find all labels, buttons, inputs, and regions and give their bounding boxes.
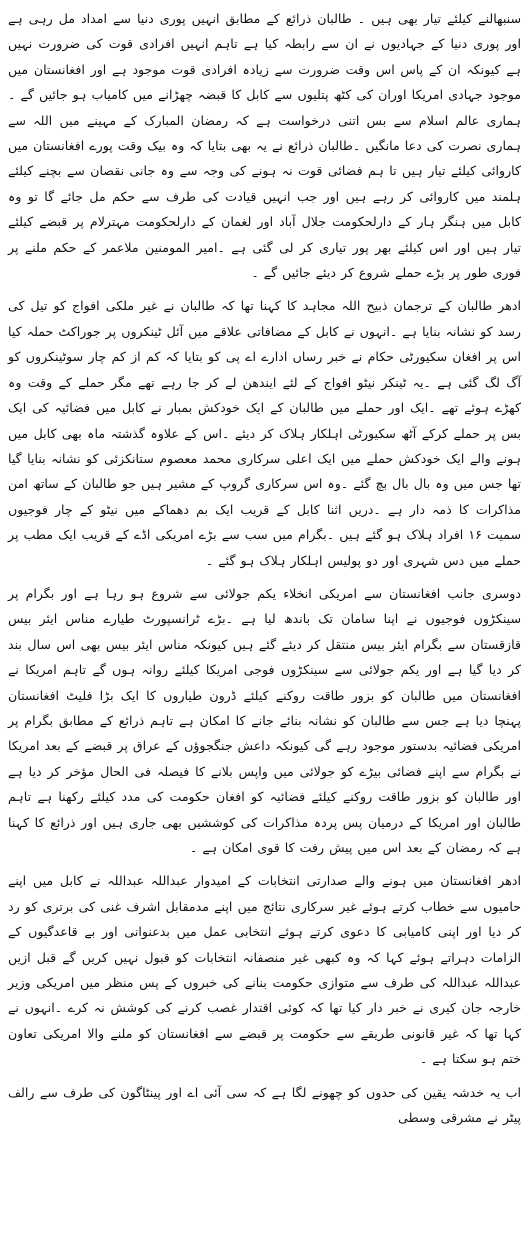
article-paragraph-3: دوسری جانب افغانستان سے امریکی انخلاء یکم جولائی سے شروع ہو رہا ہے اور بگرام پر سینکڑوں فوجیوں نے اپنا سامان تک باندھ لیا ہے ۔بڑے ٹرانسپورٹ طیارے مناس ایئر بیس قازقستان سے بگرام ایئر بیس منتقل کر دیئے گئے ہیں کیونکہ مناس ایئر بیس بھی اس سال بند کر دیا گیا ہے اور یکم جولائی سے سینکڑوں فوجی امریکا کیلئے روانہ ہوں گے تاہم امریکا نے افغانستان میں طالبان کو بزور طاقت روکنے کیلئے ڈرون طیاروں کا ایک بڑا فلیٹ افغانستان پہنچا دیا ہے جس سے طالبان کو نشانہ بنائے جانے کا امکان ہے تاہم ذرائع کے مطابق بگرام پر امریکی فضائیہ بدستور موجود رہے گی کیونکہ داعش جنگجوؤں کے عراق پر قبضے کے بعد امریکا نے بگرام سے اپنے فضائی بیڑے کو جولائی میں واپس بلانے کا فیصلہ فی الحال مؤخر کر دیا ہے اور طالبان کو بزور طاقت روکنے کیلئے فضائیہ کو افغان حکومت کی مدد کیلئے رکھنا ہے تاہم طالبان اور امریکا کے درمیان پس پردہ مذاکرات کی کوششیں بھی جاری ہیں اور ذرائع کا کہنا ہے کہ رمضان کے بعد اس میں پیش رفت کا قوی امکان ہے ۔ — [8, 585, 521, 855]
article-paragraph-5: اب یہ خدشہ یقین کی حدوں کو چھونے لگا ہے کہ سی آئی اے اور پینٹاگون کی طرف سے رالف پیٹر نے مشرقی وسطی — [8, 1084, 521, 1126]
article-paragraph-2: ادھر طالبان کے ترجمان ذبیح اللہ مجاہد کا کہنا تھا کہ طالبان نے غیر ملکی افواج کو تیل کی رسد کو نشانہ بنایا ہے ۔انہوں نے کابل کے مضافاتی علاقے میں آئل ٹینکروں پر جوراکٹ حملہ کیا اس پر افغان سکیورٹی حکام نے خبر رساں ادارے اے پی کو بتایا کہ کم از کم چار سوٹینکروں کو آگ لگ گئی ہے ۔یہ ٹینکر نیٹو افواج کے لئے ایندھن لے کر جا رہے تھے مگر حملے کے وقت وہ کھڑے ہوئے تھے ۔ایک اور حملے میں طالبان کے ایک خودکش بمبار نے کابل میں فضائیہ کی ایک بس پر حملے کرکے آٹھ سکیورٹی اہلکار ہلاک کر دیئے ۔اس کے علاوہ گذشتہ ماہ بھی کابل میں ہونے والے ایک خودکش حملے میں ایک اعلی سرکاری محمد معصوم ستانکزئی کو نشانہ بنایا گیا تھا جس میں وہ بال بال بچ گئے ۔وہ اس سرکاری گروپ کے مشیر ہیں جو طالبان کے ساتھ امن مذاکرات کا ذمہ دار ہے ۔دریں اثنا کابل کے قریب ایک بم دھماکے میں نیٹو کے چار فوجیوں سمیت ۱۶ افراد ہلاک ہو گئے ہیں ۔بگرام میں سب سے بڑے امریکی اڈے کے قریب ایک مطب پر حملے میں دس شہری اور دو پولیس اہلکار ہلاک ہو گئے ۔ — [8, 298, 521, 568]
article-paragraph-4: ادھر افغانستان میں ہونے والے صدارتی انتخابات کے امیدوار عبداللہ عبداللہ نے کابل میں اپنے حامیوں سے خطاب کرتے ہوئے غیر سرکاری نتائج میں اپنے مدمقابل اشرف غنی کی برتری کو رد کر دیا اور اپنی کامیابی کا دعوی کرتے ہوئے انتخابی عمل میں بدعنوانی اور بے قاعدگیوں کے الزامات دہراتے ہوئے کہا کہ وہ کبھی غیر منصفانہ انتخابات کو قبول نہیں کریں گے قبل ازیں عبداللہ عبداللہ کی طرف سے متوازی حکومت بنانے کی خبروں کے پس منظر میں امریکی وزیر خارجہ جان کیری نے خبر دار کیا تھا کہ کوئی اقتدار غصب کرنے کی کوشش نہ کرے ۔انہوں نے کہا تھا کہ غیر قانونی طریقے سے حکومت پر قبضے سے افغانستان کو ملنے والا امریکی تعاون ختم ہو سکتا ہے ۔ — [8, 873, 521, 1067]
article-paragraph-1: سنبھالنے کیلئے تیار بھی ہیں ۔ طالبان ذرائع کے مطابق انہیں پوری دنیا سے امداد مل رہی ہے اور پوری دنیا کے جہادیوں نے ان سے رابطہ کیا ہے تاہم انہیں افرادی قوت کی ضرورت نہیں ہے کیونکہ ان کے پاس اس وقت ضرورت سے زیادہ افرادی قوت موجود ہے اور افغانستان میں موجود جہادی امریکا اوران کی کٹھ پتلیوں سے کابل کا قبضہ چھڑانے میں کامیاب ہو جائیں گے ۔ہماری عالم اسلام سے بس اتنی درخواست ہے کہ رمضان المبارک کے مہینے میں اللہ سے ہماری نصرت کی دعا مانگیں ۔طالبان ذرائع نے یہ بھی بتایا کہ وہ بیک وقت پورے افغانستان میں کاروائی کیلئے تیار ہیں تا ہم فضائی قوت نہ ہونے کی وجہ سے وہ جانی نقصان سے بچنے کیلئے ہلمند میں کاروائی کر رہے ہیں اور جب انہیں قیادت کی طرف سے حکم مل جائے گا تو وہ کابل میں ہنگر ہار کے دارلحکومت جلال آباد اور لغمان کے دارلحکومت مہترلام پر قبضے کیلئے تیار ہیں اور اس کیلئے بھر پور تیاری کر لی گئی ہے ۔امیر المومنین ملاعمر کے حکم ملنے پر فوری طور پر بڑے حملے شروع کر دیئے جائیں گے ۔ — [8, 11, 521, 281]
